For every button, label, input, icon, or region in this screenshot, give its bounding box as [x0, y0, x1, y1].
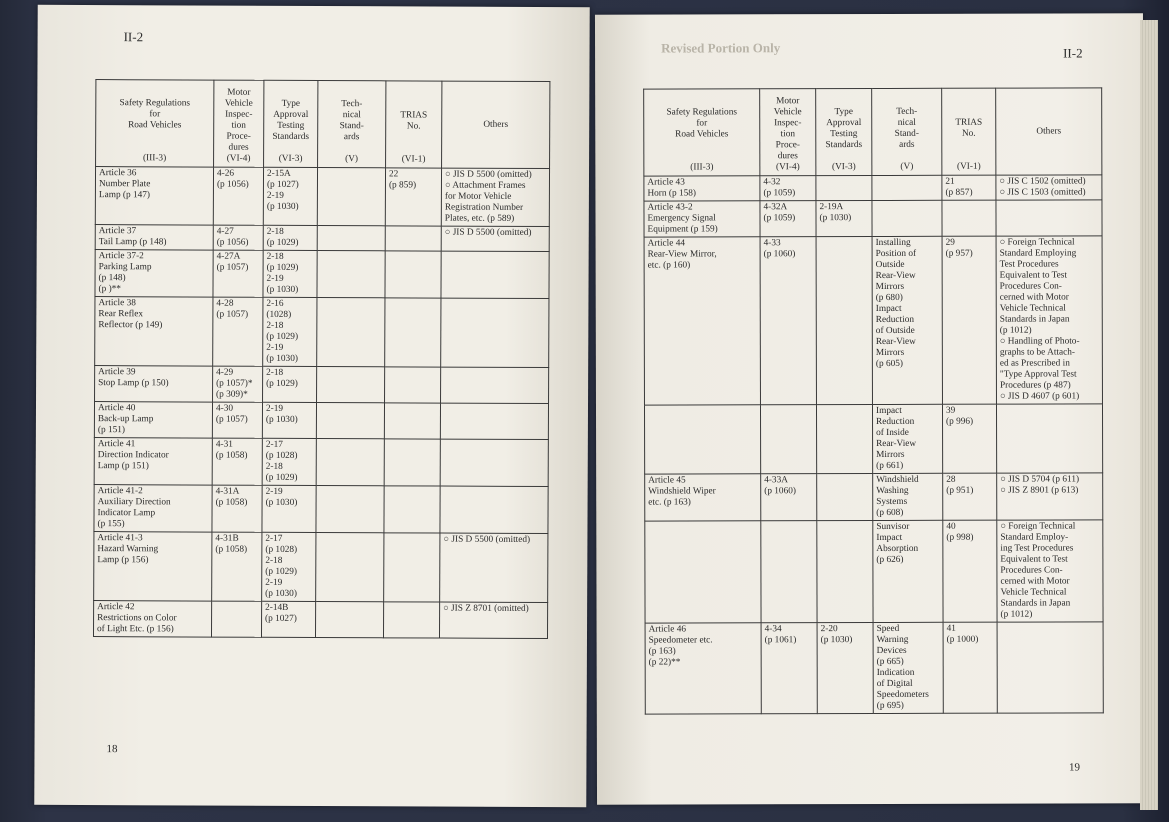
trias-cell	[385, 226, 441, 251]
table-row	[95, 297, 549, 368]
trias-cell: 39 (p 996)	[942, 404, 996, 473]
table-row	[95, 366, 549, 404]
regulation-cell: Article 41-3 Hazard Warning Lamp (p 156)	[94, 532, 212, 602]
regulation-cell: Article 42 Restrictions on Color of Light Etc. (p 156)	[93, 601, 211, 638]
regulation-cell: Article 39 Stop Lamp (p 150)	[95, 366, 213, 403]
col-header-technical-standards: Tech- nical Stand- ards (V)	[318, 81, 386, 168]
technical-standard-cell	[317, 251, 385, 298]
col-header-type-approval: Type Approval Testing Standards (VI-3)	[816, 88, 872, 175]
technical-standard-cell: Speed Warning Devices (p 665) Indication of Digital Speedometers (p 695)	[873, 622, 943, 713]
table-row	[95, 167, 549, 227]
trias-cell	[942, 200, 996, 236]
left-page-number: 18	[106, 743, 118, 756]
trias-cell	[384, 439, 440, 486]
regulation-cell: Article 41 Direction Indicator Lamp (p 151)	[94, 438, 212, 486]
type-approval-cell: 2-19 (p 1030)	[262, 485, 316, 532]
right-header-row	[644, 88, 1102, 176]
trias-cell: 22 (p 859)	[385, 168, 441, 226]
inspection-cell	[211, 601, 261, 637]
regulation-cell: Article 37-2 Parking Lamp (p 148) (p )**	[95, 250, 213, 298]
trias-cell	[384, 403, 440, 439]
trias-cell	[383, 602, 439, 638]
others-cell: ○ JIS D 5704 (p 611) ○ JIS Z 8901 (p 613)	[997, 473, 1103, 520]
inspection-cell	[760, 405, 816, 474]
technical-standard-cell	[316, 403, 384, 439]
page-edges	[1140, 20, 1158, 810]
others-cell: ○ JIS D 5500 (omitted)	[441, 226, 549, 251]
col-header-others: Others	[996, 88, 1102, 175]
left-regulation-table	[93, 79, 550, 639]
technical-standard-cell	[315, 602, 383, 638]
others-cell	[441, 251, 549, 298]
inspection-cell: 4-27 (p 1056)	[213, 225, 263, 250]
trias-cell	[385, 251, 441, 298]
inspection-cell: 4-31A (p 1058)	[212, 485, 262, 532]
table-row	[95, 225, 549, 252]
others-cell	[440, 486, 548, 533]
type-approval-cell	[816, 236, 872, 404]
col-header-technical-standards: Tech- nical Stand- ards (V)	[872, 88, 942, 175]
others-cell	[997, 622, 1103, 713]
others-cell	[441, 367, 549, 403]
type-approval-cell: 2-18 (p 1029) 2-19 (p 1030)	[263, 250, 317, 297]
inspection-cell: 4-32A (p 1059)	[760, 201, 816, 237]
technical-standard-cell: Windshield Washing Systems (p 608)	[873, 473, 943, 520]
trias-cell: 21 (p 857)	[942, 175, 996, 200]
inspection-cell: 4-26 (p 1056)	[213, 167, 263, 225]
type-approval-cell: 2-19A (p 1030)	[816, 200, 872, 236]
inspection-cell: 4-34 (p 1061)	[761, 623, 817, 714]
others-cell: ○ JIS Z 8701 (omitted)	[439, 602, 547, 638]
regulation-cell	[645, 521, 761, 623]
technical-standard-cell	[317, 367, 385, 403]
table-row	[644, 236, 1102, 405]
trias-cell	[385, 367, 441, 403]
regulation-cell: Article 46 Speedometer etc. (p 163) (p 22)**	[645, 623, 761, 714]
inspection-cell: 4-33 (p 1060)	[760, 237, 816, 405]
type-approval-cell	[817, 473, 873, 520]
others-cell: ○ JIS C 1502 (omitted) ○ JIS C 1503 (omitted)	[996, 175, 1102, 200]
regulation-cell: Article 40 Back-up Lamp (p 151)	[94, 402, 212, 439]
others-cell: ○ Foreign Technical Standard Employ- ing Test Procedures Equivalent to Test Procedures Con- cerned with Motor Vehicle Technical Standards in Japan (p 1012)	[997, 520, 1103, 622]
inspection-cell: 4-31B (p 1058)	[212, 532, 262, 601]
trias-cell	[384, 486, 440, 533]
table-row	[644, 404, 1102, 474]
bleed-through-text: Revised Portion Only	[661, 40, 781, 56]
technical-standard-cell: Installing Position of Outside Rear-View Mirrors (p 680) Impact Reduction of Outside Rear-View Mirrors (p 605)	[872, 236, 942, 404]
technical-standard-cell	[317, 226, 385, 251]
trias-cell: 41 (p 1000)	[943, 622, 997, 713]
regulation-cell	[644, 405, 760, 474]
table-row	[645, 622, 1103, 714]
inspection-cell: 4-30 (p 1057)	[212, 402, 262, 438]
inspection-cell: 4-29 (p 1057)* (p 309)*	[213, 366, 263, 402]
col-header-trias: TRIAS No. (VI-1)	[386, 81, 442, 168]
type-approval-cell: 2-17 (p 1028) 2-18 (p 1029) 2-19 (p 1030)	[262, 532, 316, 601]
table-row	[95, 250, 549, 299]
col-header-safety-regulations: Safety Regulations for Road Vehicles (III-3)	[96, 80, 214, 168]
trias-cell: 40 (p 998)	[943, 520, 997, 622]
trias-cell: 29 (p 957)	[942, 236, 996, 404]
technical-standard-cell: Impact Reduction of Inside Rear-View Mirrors (p 661)	[872, 404, 942, 473]
regulation-cell: Article 38 Rear Reflex Reflector (p 149)	[95, 297, 213, 367]
trias-cell	[385, 298, 441, 367]
left-page	[34, 5, 589, 807]
others-cell	[441, 298, 549, 367]
type-approval-cell	[816, 404, 872, 473]
regulation-cell: Article 43-2 Emergency Signal Equipment (p 159)	[644, 201, 760, 237]
type-approval-cell: 2-16 (1028) 2-18 (p 1029) 2-19 (p 1030)	[263, 297, 317, 366]
regulation-cell: Article 41-2 Auxiliary Direction Indicator Lamp (p 155)	[94, 485, 212, 533]
regulation-cell: Article 45 Windshield Wiper etc. (p 163)	[645, 474, 761, 521]
col-header-inspection-procedures: Motor Vehicle Inspec- tion Proce- dures (VI-4)	[760, 89, 816, 176]
right-page	[595, 13, 1145, 804]
others-cell: ○ JIS D 5500 (omitted) ○ Attachment Frames for Motor Vehicle Registration Number Plates, etc. (p 589)	[441, 168, 549, 226]
table-row	[94, 532, 548, 603]
trias-cell: 28 (p 951)	[943, 473, 997, 520]
type-approval-cell: 2-17 (p 1028) 2-18 (p 1029)	[262, 438, 316, 485]
right-regulation-table	[643, 87, 1104, 714]
right-page-header: II-2	[1063, 45, 1083, 61]
type-approval-cell: 2-18 (p 1029)	[263, 366, 317, 402]
left-header-row	[96, 80, 550, 169]
technical-standard-cell	[316, 533, 384, 602]
type-approval-cell: 2-19 (p 1030)	[262, 402, 316, 438]
col-header-trias: TRIAS No. (VI-1)	[942, 88, 996, 175]
inspection-cell: 4-33A (p 1060)	[761, 474, 817, 521]
type-approval-cell: 2-20 (p 1030)	[817, 622, 873, 713]
technical-standard-cell	[316, 439, 384, 486]
inspection-cell	[761, 521, 817, 623]
table-row	[94, 402, 548, 440]
technical-standard-cell	[872, 175, 942, 200]
col-header-others: Others	[442, 81, 550, 168]
right-page-number: 19	[1068, 761, 1080, 774]
type-approval-cell	[816, 175, 872, 200]
type-approval-cell	[817, 520, 873, 622]
inspection-cell: 4-31 (p 1058)	[212, 438, 262, 485]
others-cell	[996, 200, 1102, 236]
technical-standard-cell	[317, 168, 385, 226]
table-row	[94, 485, 548, 534]
table-row	[645, 520, 1103, 623]
type-approval-cell: 2-18 (p 1029)	[263, 225, 317, 250]
trias-cell	[384, 533, 440, 602]
technical-standard-cell	[317, 298, 385, 367]
regulation-cell: Article 36 Number Plate Lamp (p 147)	[95, 167, 213, 226]
technical-standard-cell	[316, 486, 384, 533]
table-row	[93, 601, 547, 639]
technical-standard-cell	[872, 200, 942, 236]
others-cell: ○ Foreign Technical Standard Employing Test Procedures Equivalent to Test Procedures Con- cerned with Motor Vehicle Technical Standards in Japan (p 1012) ○ Handling of Photo- graphs to be Attach- ed as Prescribed in "Type Approval Test Procedures (p 487) ○ JIS D 4607 (p 601)	[996, 236, 1102, 404]
type-approval-cell: 2-14B (p 1027)	[261, 601, 315, 637]
table-row	[644, 175, 1102, 201]
others-cell: ○ JIS D 5500 (omitted)	[440, 533, 548, 602]
others-cell	[440, 439, 548, 486]
col-header-inspection-procedures: Motor Vehicle Inspec- tion Proce- dures (VI-4)	[214, 80, 264, 167]
regulation-cell: Article 43 Horn (p 158)	[644, 176, 760, 201]
technical-standard-cell: Sunvisor Impact Absorption (p 626)	[873, 520, 943, 622]
col-header-safety-regulations: Safety Regulations for Road Vehicles (III-3)	[644, 89, 760, 176]
table-row	[644, 200, 1102, 237]
regulation-cell: Article 37 Tail Lamp (p 148)	[95, 225, 213, 251]
inspection-cell: 4-32 (p 1059)	[760, 176, 816, 201]
col-header-type-approval: Type Approval Testing Standards (VI-3)	[264, 80, 318, 167]
inspection-cell: 4-28 (p 1057)	[213, 297, 263, 366]
table-row	[94, 438, 548, 487]
table-row	[645, 473, 1103, 521]
others-cell	[440, 403, 548, 439]
inspection-cell: 4-27A (p 1057)	[213, 250, 263, 297]
left-page-header: II-2	[123, 29, 144, 45]
type-approval-cell: 2-15A (p 1027) 2-19 (p 1030)	[263, 167, 317, 225]
regulation-cell: Article 44 Rear-View Mirror, etc. (p 160)	[644, 237, 760, 405]
others-cell	[996, 404, 1102, 473]
